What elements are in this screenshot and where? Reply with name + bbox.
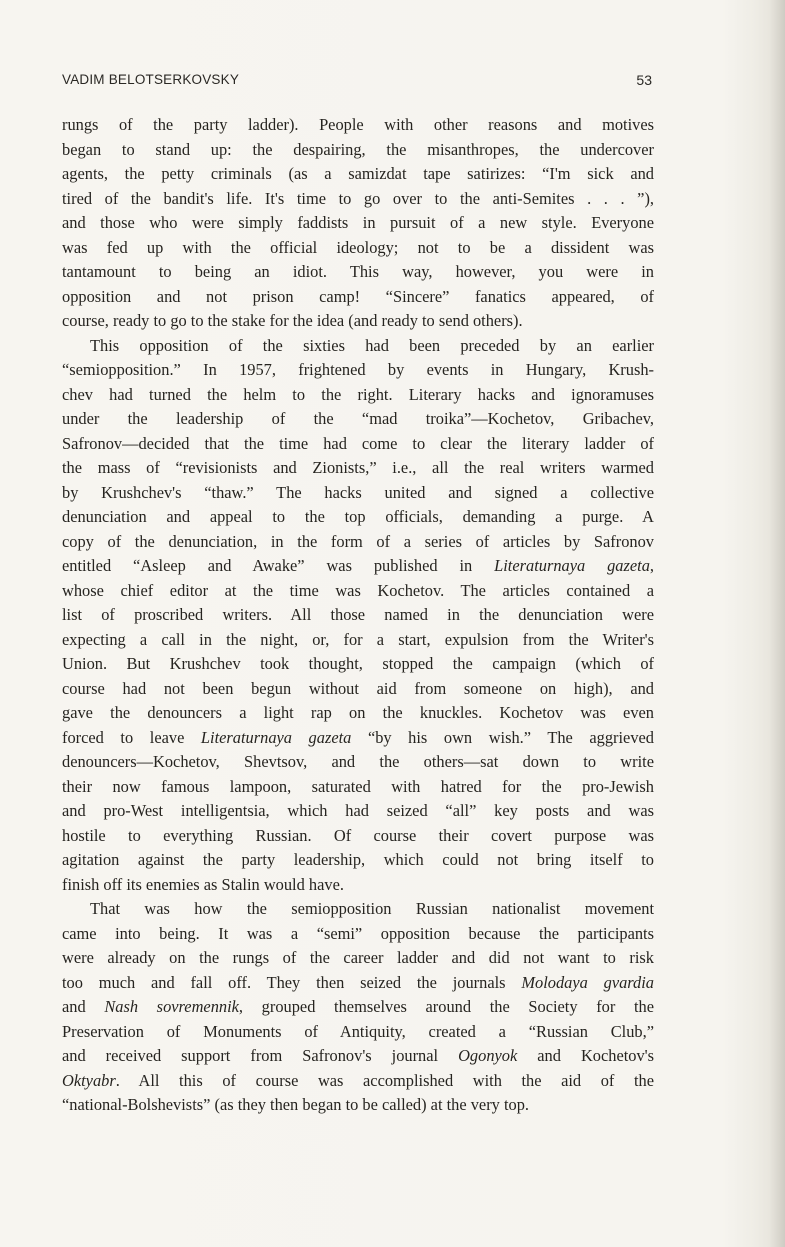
text-line: came into being. It was a “semi” opposition because the participants [62, 923, 654, 943]
text-line: by Krushchev's “thaw.” The hacks united and signed a collective [62, 482, 654, 502]
text-line: finish off its enemies as Stalin would have. [62, 874, 344, 894]
text-line: opposition and not prison camp! “Sincere” fanatics appeared, of [62, 286, 654, 306]
text-line: hostile to everything Russian. Of course their covert purpose was [62, 825, 654, 845]
text-line: and pro-West intelligentsia, which had seized “all” key posts and was [62, 801, 654, 820]
page-edge-shadow [769, 0, 785, 1247]
text-line: Union. But Krushchev took thought, stopped the campaign (which of [62, 654, 654, 673]
text-line: were already on the rungs of the career ladder and did not want to risk [62, 948, 654, 967]
text-line: That was how the semiopposition Russian nationalist movement [90, 899, 654, 918]
text-line: denunciation and appeal to the top officials, demanding a purge. A [62, 507, 654, 526]
text-line: entitled “Asleep and Awake” was published in Literaturnaya gazeta, [62, 556, 654, 575]
text-line: Safronov—decided that the time had come to clear the literary ladder of [62, 433, 654, 453]
text-line: their now famous lampoon, saturated with hatred for the pro-Jewish [62, 776, 654, 796]
text-line: was fed up with the official ideology; not to be a dissident was [62, 237, 654, 257]
text-line: and those who were simply faddists in pursuit of a new style. Everyone [62, 213, 654, 232]
text-line: and received support from Safronov's journal Ogonyok and Kochetov's [62, 1046, 654, 1065]
running-head [62, 72, 652, 92]
text-line: list of proscribed writers. All those named in the denunciation were [62, 605, 654, 624]
text-line: Oktyabr. All this of course was accomplished with the aid of the [62, 1070, 654, 1090]
text-line: chev had turned the helm to the right. Literary hacks and ignoramuses [62, 384, 654, 404]
text-line: began to stand up: the despairing, the misanthropes, the undercover [62, 139, 654, 159]
text-line: Preservation of Monuments of Antiquity, created a “Russian Club,” [62, 1021, 654, 1041]
text-line: agitation against the party leadership, which could not bring itself to [62, 850, 654, 869]
text-line: whose chief editor at the time was Kochetov. The articles contained a [62, 580, 654, 600]
body-text [62, 113, 654, 1118]
text-line: “national-Bolshevists” (as they then began to be called) at the very top. [62, 1095, 529, 1114]
text-line: agents, the petty criminals (as a samizdat tape satirizes: “I'm sick and [62, 164, 654, 183]
text-line: gave the denouncers a light rap on the knuckles. Kochetov was even [62, 703, 654, 722]
text-line: This opposition of the sixties had been preceded by an earlier [90, 335, 654, 355]
text-line: “semiopposition.” In 1957, frightened by events in Hungary, Krush- [62, 360, 654, 379]
text-line: too much and fall off. They then seized the journals Molodaya gvardia [62, 972, 655, 992]
text-line: tired of the bandit's life. It's time to go over to the anti-Semites . . . ”), [62, 188, 654, 208]
text-line: and Nash sovremennik, grouped themselves around the Society for the [62, 997, 654, 1016]
text-line: denouncers—Kochetov, Shevtsov, and the others—sat down to write [62, 752, 654, 771]
text-line: rungs of the party ladder). People with other reasons and motives [62, 115, 654, 134]
text-line: expecting a call in the night, or, for a start, expulsion from the Writer's [62, 629, 654, 649]
text-line: course, ready to go to the stake for the idea (and ready to send others). [62, 311, 523, 330]
text-line: the mass of “revisionists and Zionists,” i.e., all the real writers warmed [62, 458, 654, 477]
running-title: VADIM BELOTSERKOVSKY [62, 72, 240, 87]
text-line: copy of the denunciation, in the form of a series of articles by Safronov [62, 531, 654, 551]
page-number: 53 [636, 72, 652, 88]
text-line: course had not been begun without aid from someone on high), and [62, 678, 654, 698]
text-line: tantamount to being an idiot. This way, however, you were in [62, 262, 654, 281]
text-line: forced to leave Literaturnaya gazeta “by his own wish.” The aggrieved [62, 727, 654, 747]
text-line: under the leadership of the “mad troika”—Kochetov, Gribachev, [62, 409, 654, 428]
